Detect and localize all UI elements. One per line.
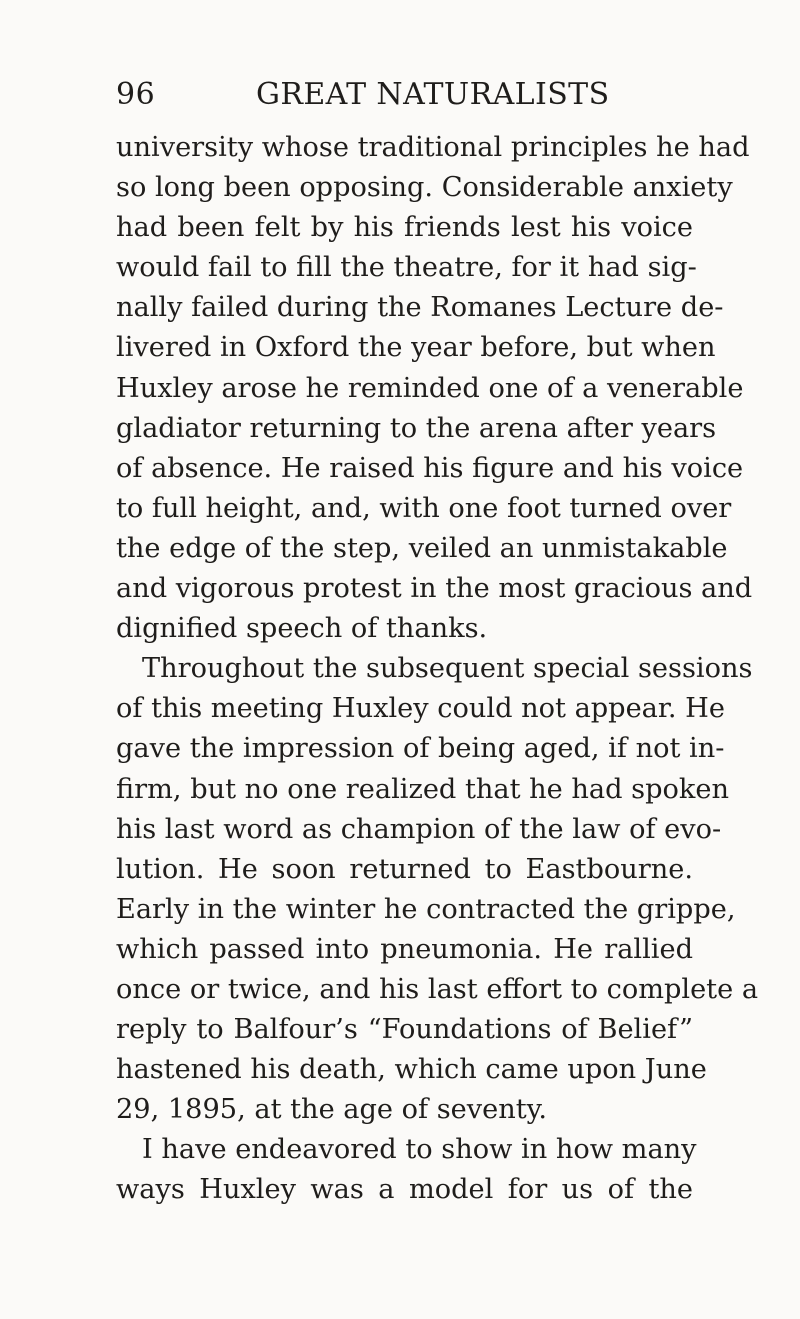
text-line: would fail to fill the theatre, for it had sig- (116, 252, 697, 284)
text-line: gladiator returning to the arena after years (116, 412, 717, 444)
text-line: Early in the winter he contracted the grippe, (116, 893, 736, 925)
running-title: GREAT NATURALISTS (256, 77, 610, 112)
text-line: and vigorous protest in the most gracious and (116, 573, 753, 605)
text-line: his last word as champion of the law of evo- (116, 813, 722, 845)
text-line: hastened his death, which came upon June (116, 1054, 707, 1086)
text-line: to full height, and, with one foot turned over (116, 492, 732, 524)
text-line: livered in Oxford the year before, but when (116, 332, 716, 364)
text-line: lution. He soon returned to Eastbourne. (116, 853, 693, 885)
text-line: of absence. He raised his figure and his voice (116, 452, 744, 484)
text-line: once or twice, and his last effort to complete a (116, 973, 759, 1005)
text-line: which passed into pneumonia. He rallied (116, 933, 693, 965)
text-line: gave the impression of being aged, if not in- (116, 733, 725, 765)
text-line: dignified speech of thanks. (116, 613, 488, 645)
text-line: the edge of the step, veiled an unmistakable (116, 532, 728, 564)
text-line: 29, 1895, at the age of seventy. (116, 1094, 548, 1126)
text-line: ways Huxley was a model for us of the (116, 1174, 693, 1206)
text-line: nally failed during the Romanes Lecture de- (116, 292, 724, 324)
text-line: had been felt by his friends lest his voice (116, 212, 693, 244)
page-header (116, 74, 693, 116)
text-line: of this meeting Huxley could not appear. He (116, 693, 725, 725)
page-number: 96 (116, 77, 156, 112)
text-line: firm, but no one realized that he had spoken (116, 773, 729, 805)
text-line: Huxley arose he reminded one of a venerable (116, 372, 744, 404)
text-line: Throughout the subsequent special sessions (142, 653, 753, 685)
text-line: I have endeavored to show in how many (142, 1134, 697, 1166)
text-line: reply to Balfour’s “Foundations of Belief” (116, 1014, 693, 1046)
text-line: university whose traditional principles he had (116, 132, 750, 163)
text-line: so long been opposing. Considerable anxiety (116, 172, 733, 204)
body-text (116, 128, 759, 1211)
